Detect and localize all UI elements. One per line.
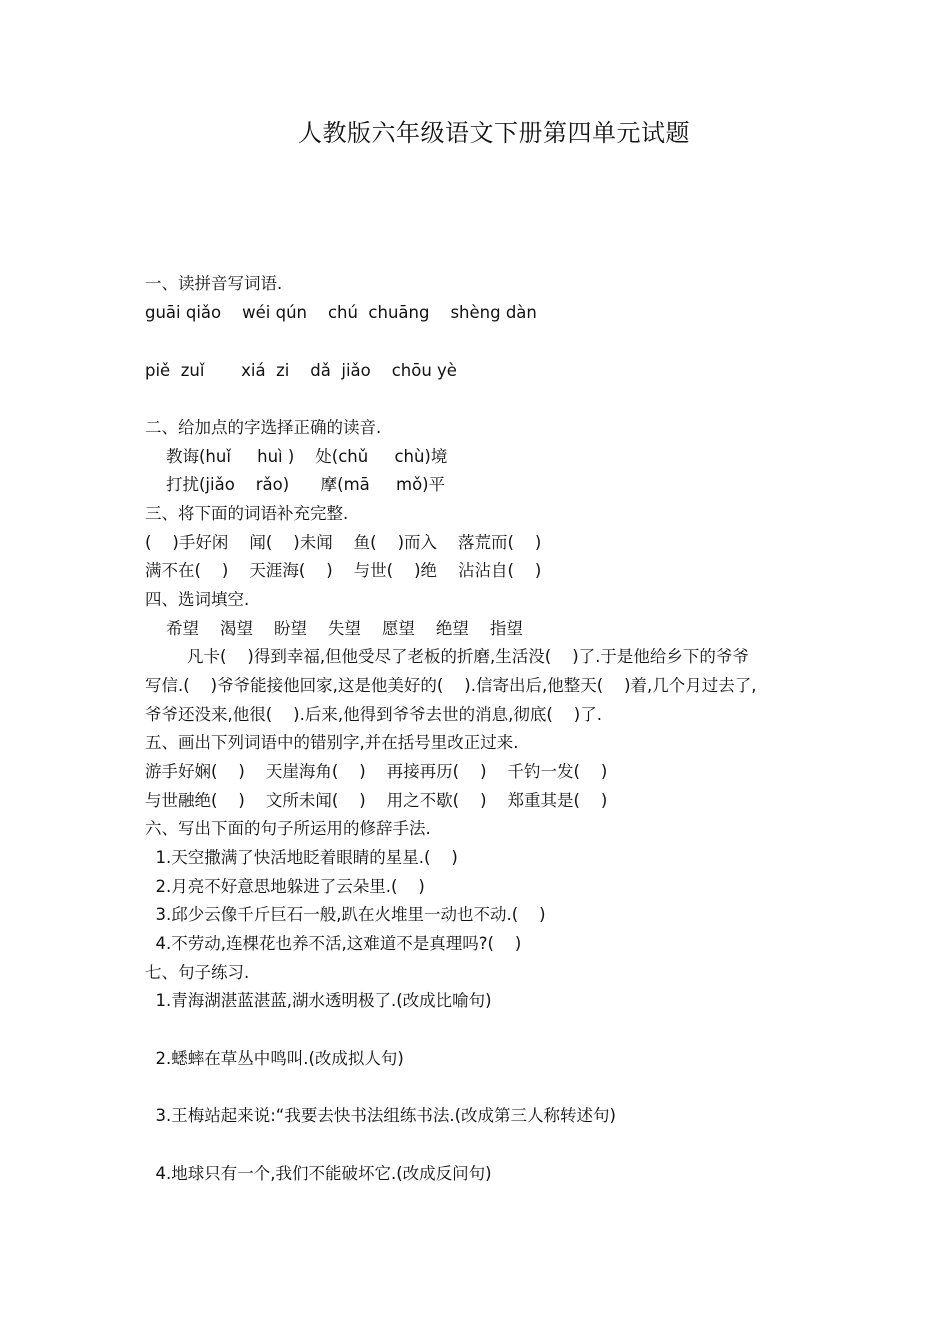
question-line: 2.月亮不好意思地躲进了云朵里.( ) bbox=[145, 877, 425, 896]
page-title: 人教版六年级语文下册第四单元试题 bbox=[298, 119, 690, 147]
question-line: 4.不劳动,连棵花也养不活,这难道不是真理吗?( ) bbox=[145, 934, 522, 953]
section-heading: 二、给加点的字选择正确的读音. bbox=[145, 418, 382, 437]
passage-line: 爷爷还没来,他很( ).后来,他得到爷爷去世的消息,彻底( )了. bbox=[145, 705, 602, 724]
section-heading: 七、句子练习. bbox=[145, 963, 250, 982]
pinyin-row: guāi qiǎo wéi qún chú chuāng shèng dàn bbox=[145, 303, 537, 322]
question-line: 1.天空撒满了快活地眨着眼睛的星星.( ) bbox=[145, 848, 458, 867]
question-line: 游手好娴( ) 天崖海角( ) 再接再历( ) 千钓一发( ) bbox=[145, 762, 608, 781]
section-heading: 三、将下面的词语补充完整. bbox=[145, 504, 349, 523]
section-heading: 五、画出下列词语中的错别字,并在括号里改正过来. bbox=[145, 733, 519, 752]
question-line: ( )手好闲 闻( )未闻 鱼( )而入 落荒而( ) bbox=[145, 533, 542, 552]
passage-line: 写信.( )爷爷能接他回家,这是他美好的( ).信寄出后,他整天( )着,几个月过去了, bbox=[145, 676, 757, 695]
question-line: 打扰(jiǎo rǎo) 摩(mā mǒ)平 bbox=[145, 475, 446, 494]
section-heading: 四、选词填空. bbox=[145, 590, 250, 609]
section-heading: 一、读拼音写词语. bbox=[145, 274, 283, 293]
question-line: 与世融绝( ) 文所未闻( ) 用之不歇( ) 郑重其是( ) bbox=[145, 791, 608, 810]
question-line: 2.蟋蟀在草丛中鸣叫.(改成拟人句) bbox=[145, 1049, 404, 1068]
pinyin-row: piě zuǐ xiá zi dǎ jiǎo chōu yè bbox=[145, 361, 457, 380]
question-line: 3.王梅站起来说:“我要去快书法组练书法.(改成第三人称转述句) bbox=[145, 1106, 616, 1125]
word-bank: 希望 渴望 盼望 失望 愿望 绝望 指望 bbox=[145, 619, 523, 638]
passage-line: 凡卡( )得到幸福,但他受尽了老板的折磨,生活没( )了.于是他给乡下的爷爷 bbox=[145, 647, 749, 666]
question-line: 满不在( ) 天涯海( ) 与世( )绝 沾沾自( ) bbox=[145, 561, 542, 580]
question-line: 4.地球只有一个,我们不能破坏它.(改成反问句) bbox=[145, 1164, 492, 1183]
section-heading: 六、写出下面的句子所运用的修辞手法. bbox=[145, 819, 431, 838]
question-line: 1.青海湖湛蓝湛蓝,湖水透明极了.(改成比喻句) bbox=[145, 991, 492, 1010]
question-line: 教诲(huǐ huì ) 处(chǔ chù)境 bbox=[145, 447, 448, 466]
question-line: 3.邱少云像千斤巨石一般,趴在火堆里一动也不动.( ) bbox=[145, 905, 546, 924]
